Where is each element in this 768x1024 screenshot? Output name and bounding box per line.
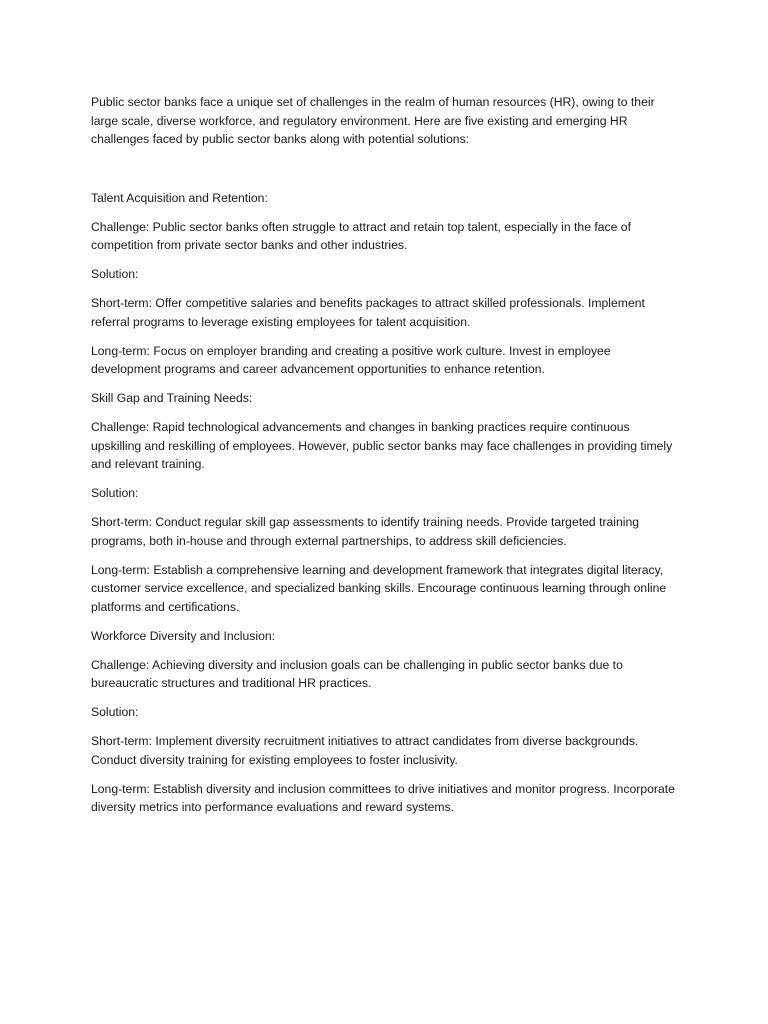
solution-label: Solution: bbox=[91, 267, 139, 281]
challenge-paragraph: Challenge: Rapid technological advancements and changes in banking practices require continuous upskilling and reskilling of employees. However, public sector banks may face challenges in providing timely and relevant training. bbox=[91, 420, 673, 471]
challenge-paragraph: Challenge: Public sector banks often struggle to attract and retain top talent, especially in the face of competition from private sector banks and other industries. bbox=[91, 219, 631, 252]
short-term-paragraph: Short-term: Offer competitive salaries and benefits packages to attract skilled professionals. Implement referral programs to leverage existing employees for talent acquisition. bbox=[91, 296, 645, 329]
long-term-paragraph: Long-term: Establish diversity and inclusion committees to drive initiatives and monitor progress. Incorporate diversity metrics into performance evaluations and reward systems. bbox=[91, 781, 675, 814]
solution-label: Solution: bbox=[91, 486, 139, 500]
section-heading: Skill Gap and Training Needs: bbox=[91, 391, 253, 405]
section-heading: Talent Acquisition and Retention: bbox=[91, 190, 268, 205]
short-term-paragraph: Short-term: Conduct regular skill gap assessments to identify training needs. Provide targeted training programs, both in-house and through external partnerships, to address skill deficiencies. bbox=[91, 515, 640, 548]
section-heading: Workforce Diversity and Inclusion: bbox=[91, 628, 276, 643]
document-body bbox=[91, 93, 681, 827]
solution-label: Solution: bbox=[91, 705, 139, 719]
short-term-paragraph: Short-term: Implement diversity recruitment initiatives to attract candidates from diverse backgrounds. Conduct diversity training for existing employees to foster inclusivity. bbox=[91, 734, 639, 767]
challenge-paragraph: Challenge: Achieving diversity and inclusion goals can be challenging in public sector banks due to bureaucratic structures and traditional HR practices. bbox=[91, 657, 623, 690]
intro-paragraph: Public sector banks face a unique set of challenges in the realm of human resources (HR), owing to their large scale, diverse workforce, and regulatory environment. Here are five existing and emerging HR challenges faced by public sector banks along with potential solutions: bbox=[91, 95, 655, 146]
long-term-paragraph: Long-term: Establish a comprehensive learning and development framework that integrates digital literacy, customer service excellence, and specialized banking skills. Encourage continuous learning through online platforms and certifications. bbox=[91, 562, 667, 614]
long-term-paragraph: Long-term: Focus on employer branding and creating a positive work culture. Invest in employee development programs and career advancement opportunities to enhance retention. bbox=[91, 343, 611, 376]
